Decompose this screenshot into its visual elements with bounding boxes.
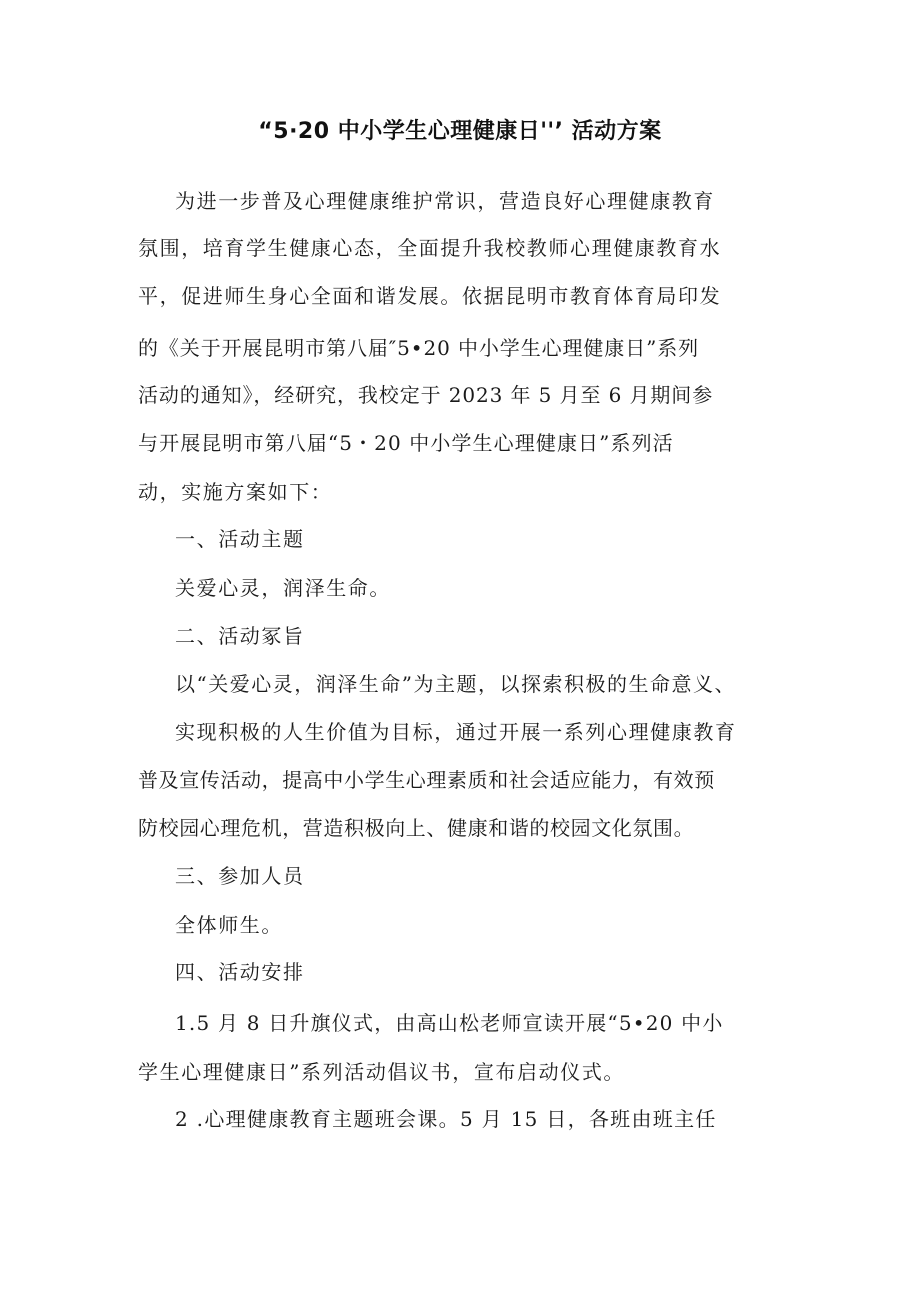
- section-heading-participants: 三、参加人员: [175, 864, 305, 888]
- paragraph-line: 1.5 月 8 日升旗仪式，由高山松老师宣读开展“5•20 中小: [175, 1011, 724, 1035]
- paragraph-line: 关爱心灵，润泽生命。: [175, 576, 391, 600]
- paragraph-line: 全体师生。: [175, 913, 283, 937]
- paragraph-line: 学生心理健康日”系列活动倡议书，宣布启动仪式。: [138, 1060, 626, 1084]
- paragraph-line: 2 .心理健康教育主题班会课。5 月 15 日，各班由班主任: [175, 1107, 717, 1131]
- paragraph-line: 的《关于开展昆明市第八届″5•20 中小学生心理健康日”系列: [138, 336, 700, 360]
- paragraph-line: 普及宣传活动，提高中小学生心理素质和社会适应能力，有效预: [138, 768, 715, 792]
- paragraph-line: 与开展昆明市第八届“5・20 中小学生心理健康日”系列活: [138, 431, 674, 455]
- section-heading-schedule: 四、活动安排: [175, 960, 305, 984]
- paragraph-line: 以“关爱心灵，润泽生命”为主题，以探索积极的生命意义、: [175, 672, 736, 696]
- paragraph-line: 氛围，培育学生健康心态，全面提升我校教师心理健康教育水: [138, 236, 722, 260]
- paragraph-line: 动，实施方案如下：: [138, 480, 333, 504]
- paragraph-line: 为进一步普及心理健康维护常识，营造良好心理健康教育: [175, 189, 715, 213]
- paragraph-line: 活动的通知》，经研究，我校定于 2023 年 5 月至 6 月期间参: [138, 383, 714, 407]
- paragraph-line: 防校园心理危机，营造积极向上、健康和谐的校园文化氛围。: [138, 816, 695, 840]
- document-title: “5·20 中小学生心理健康日''’ 活动方案: [258, 119, 662, 144]
- section-heading-purpose: 二、活动冢旨: [175, 624, 305, 648]
- section-heading-theme: 一、活动主题: [175, 527, 305, 551]
- paragraph-line: 实现积极的人生价值为目标，通过开展一系列心理健康教育: [175, 720, 737, 744]
- paragraph-line: 平，促进师生身心全面和谐发展。依据昆明市教育体育局印发: [138, 284, 722, 308]
